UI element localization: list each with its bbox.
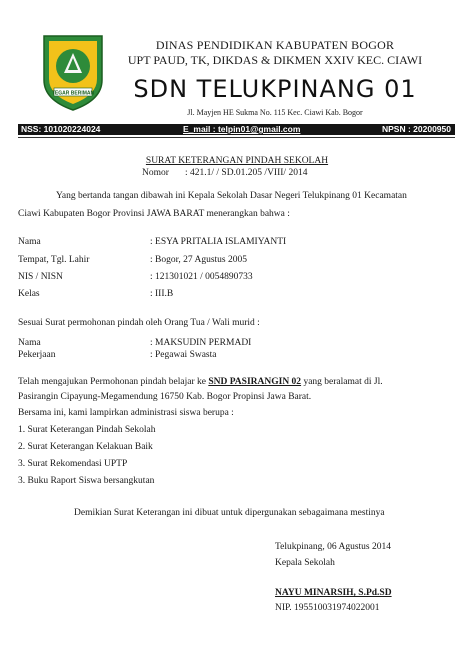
student-value: : 121301021 / 0054890733 xyxy=(150,272,253,282)
parent-value: : Pegawai Swasta xyxy=(150,350,217,360)
header-upt: UPT PAUD, TK, DIKDAS & DIKMEN XXIV KEC. CIAWI xyxy=(127,53,423,67)
npsn-text: NPSN : 20200950 xyxy=(382,124,451,134)
move-line-2: Pasirangin Cipayung-Megamendung 16750 Kab. Bogor Propinsi Jawa Barat. xyxy=(18,392,312,402)
student-value: : Bogor, 27 Agustus 2005 xyxy=(150,255,248,265)
move-pre: Telah mengajukan Permohonan pindah belajar ke xyxy=(18,377,209,387)
logo-caption: TEGAR BERIMAN xyxy=(51,90,95,97)
attachment-item: 2. Surat Keterangan Kelakuan Baik xyxy=(18,442,153,452)
letter-title: SURAT KETERANGAN PINDAH SEKOLAH xyxy=(145,156,329,166)
signer-name: NAYU MINARSIH, S.Pd.SD xyxy=(275,588,392,598)
school-address: Jl. Mayjen HE Sukma No. 115 Kec. Ciawi Kab. Bogor xyxy=(187,108,363,117)
student-label: Tempat, Tgl. Lahir xyxy=(18,255,90,265)
attachment-item: 3. Buku Raport Siswa bersangkutan xyxy=(18,476,155,486)
intro-line-2: Ciawi Kabupaten Bogor Provinsi JAWA BARAT menerangkan bahwa : xyxy=(18,209,290,219)
move-post: yang beralamat di Jl. xyxy=(301,377,383,387)
header-agency: DINAS PENDIDIKAN KABUPATEN BOGOR xyxy=(155,38,395,52)
nomor-value: : 421.1/ / SD.01.205 /VIII/ 2014 xyxy=(185,168,308,178)
email-link[interactable]: E_mail : telpin01@gmail.com xyxy=(183,124,301,134)
parent-label: Pekerjaan xyxy=(18,350,56,360)
school-emblem-logo xyxy=(40,32,106,112)
parent-intro: Sesuai Surat permohonan pindah oleh Orang Tua / Wali murid : xyxy=(18,318,260,328)
signer-position: Kepala Sekolah xyxy=(275,558,335,568)
destination-school: SND PASIRANGIN 02 xyxy=(208,377,302,387)
student-value: : III.B xyxy=(150,289,174,299)
signer-nip: NIP. 195510031974022001 xyxy=(275,603,380,613)
nomor-label: Nomor xyxy=(142,168,169,178)
parent-value: : MAKSUDIN PERMADI xyxy=(150,338,252,348)
attachments-intro: Bersama ini, kami lampirkan administrasi siswa berupa : xyxy=(18,408,234,418)
header-divider xyxy=(18,137,455,138)
intro-line-1: Yang bertanda tangan dibawah ini Kepala Sekolah Dasar Negeri Telukpinang 01 Kecamatan xyxy=(56,191,407,201)
student-label: Nama xyxy=(18,237,41,247)
parent-label: Nama xyxy=(18,338,41,348)
info-bar xyxy=(18,124,455,135)
closing-statement: Demikian Surat Keterangan ini dibuat untuk dipergunakan sebagaimana mestinya xyxy=(74,508,385,518)
student-label: NIS / NISN xyxy=(18,272,63,282)
attachment-item: 3. Surat Rekomendasi UPTP xyxy=(18,459,128,469)
nss-text: NSS: 101020224024 xyxy=(21,124,101,134)
school-name: SDN TELUKPINANG 01 xyxy=(133,75,417,103)
move-statement xyxy=(18,377,383,387)
place-date: Telukpinang, 06 Agustus 2014 xyxy=(275,542,391,552)
attachment-item: 1. Surat Keterangan Pindah Sekolah xyxy=(18,425,156,435)
student-label: Kelas xyxy=(18,289,40,299)
student-value: : ESYA PRITALIA ISLAMIYANTI xyxy=(150,237,287,247)
